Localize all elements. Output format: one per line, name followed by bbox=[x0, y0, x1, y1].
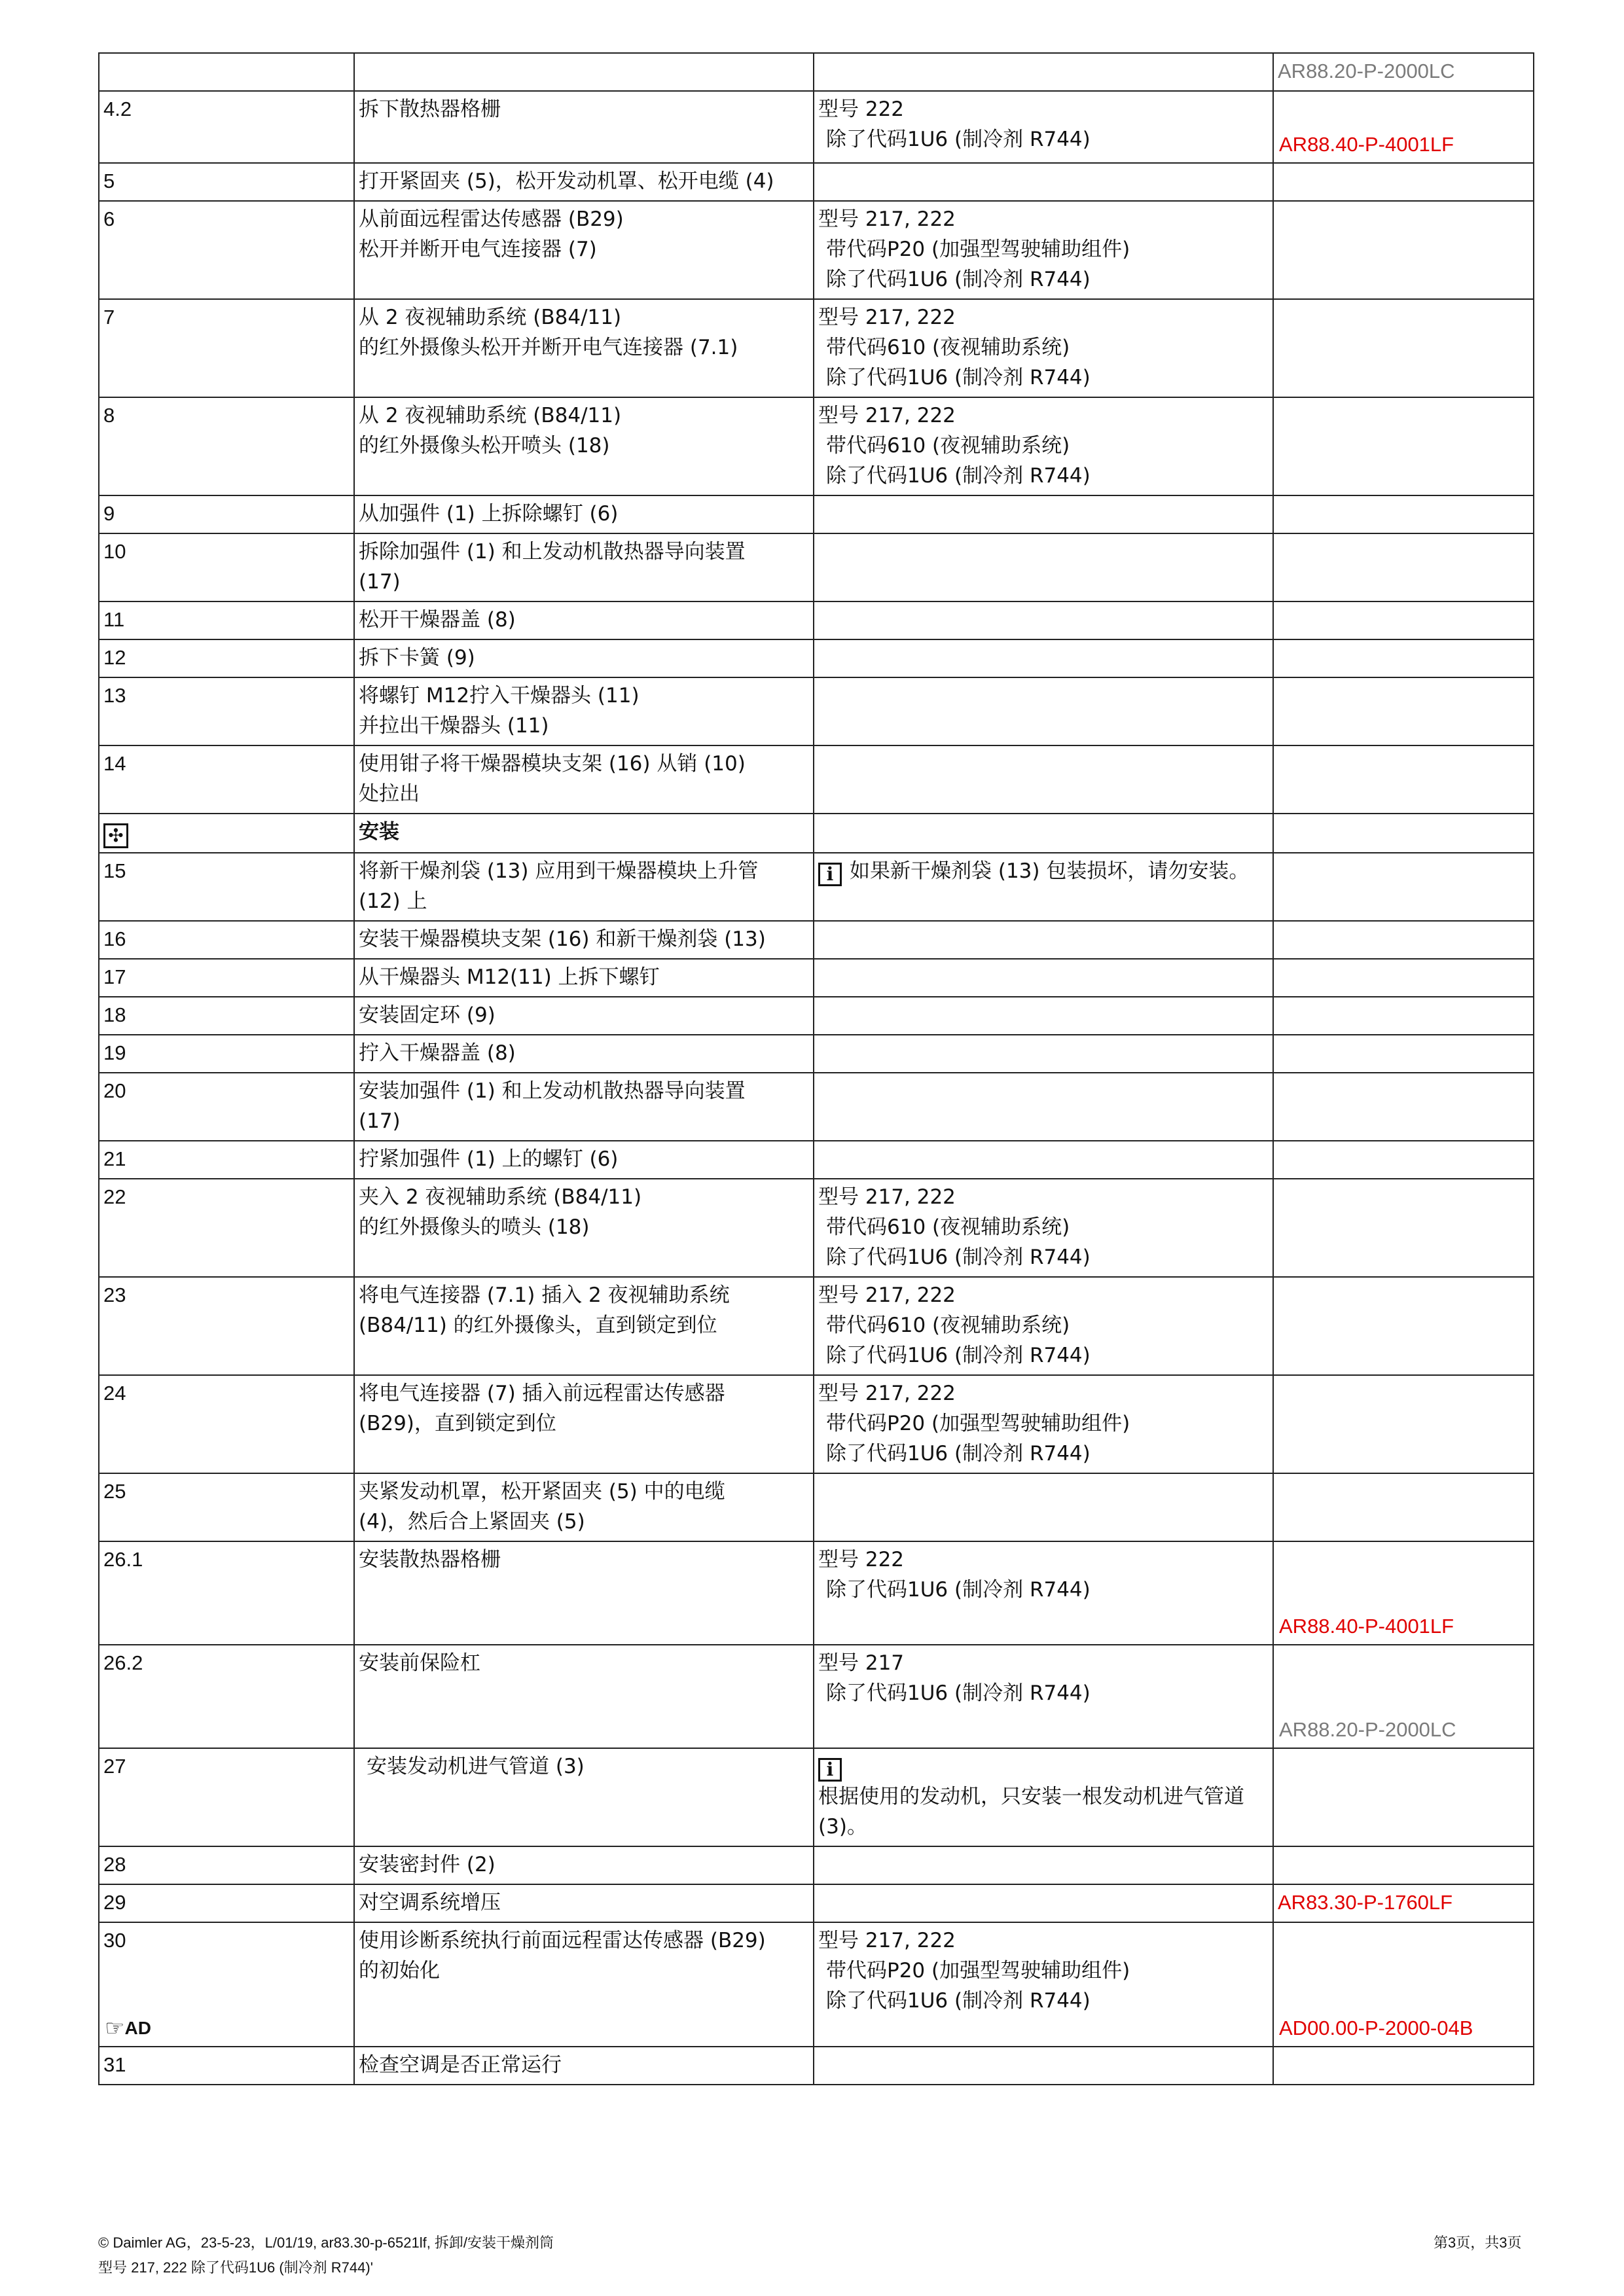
step-number-cell bbox=[99, 997, 354, 1035]
reference-cell bbox=[1273, 201, 1534, 299]
text-line: 安装加强件 (1) 和上发动机散热器导向装置 bbox=[359, 1079, 746, 1103]
text-line: 除了代码1U6 (制冷剂 R744) bbox=[826, 1246, 1091, 1269]
condition-cell bbox=[814, 397, 1273, 495]
table-row bbox=[99, 163, 1534, 201]
table-row bbox=[99, 1073, 1534, 1141]
condition-cell bbox=[814, 1473, 1273, 1541]
reference-cell bbox=[1273, 601, 1534, 639]
text-line: 除了代码1U6 (制冷剂 R744) bbox=[826, 1344, 1091, 1367]
table-row bbox=[99, 959, 1534, 997]
pointing-hand-icon: ☞ bbox=[105, 2016, 125, 2041]
text-line: 处拉出 bbox=[359, 782, 420, 806]
step-description-cell bbox=[354, 201, 814, 299]
table-row bbox=[99, 997, 1534, 1035]
table-row bbox=[99, 677, 1534, 745]
text-line: 安装固定环 (9) bbox=[359, 1003, 496, 1027]
text-line: 使用诊断系统执行前面远程雷达传感器 (B29) bbox=[359, 1929, 766, 1952]
text-line: 带代码P20 (加强型驾驶辅助组件) bbox=[826, 238, 1130, 261]
table-row bbox=[99, 1277, 1534, 1375]
text-line: 带代码610 (夜视辅助系统) bbox=[826, 434, 1070, 457]
text-line: 型号 217 bbox=[818, 1651, 905, 1675]
step-number: 7 bbox=[103, 306, 115, 329]
step-number-cell bbox=[99, 397, 354, 495]
reference-cell bbox=[1273, 639, 1534, 677]
note-text: 根据使用的发动机，只安装一根发动机进气管道 (3)。 bbox=[818, 1785, 1244, 1839]
text-line: 的红外摄像头的喷头 (18) bbox=[359, 1215, 590, 1239]
step-number-cell bbox=[99, 1645, 354, 1748]
step-description-cell bbox=[354, 299, 814, 397]
text-line: 安装散热器格栅 bbox=[359, 1548, 501, 1571]
reference-link[interactable]: AR88.40-P-4001LF bbox=[1279, 1615, 1454, 1638]
reference-cell bbox=[1273, 1179, 1534, 1277]
table-row bbox=[99, 1035, 1534, 1073]
condition-cell bbox=[814, 601, 1273, 639]
text-line: 将电气连接器 (7.1) 插入 2 夜视辅助系统 bbox=[359, 1283, 730, 1307]
condition-cell bbox=[814, 1035, 1273, 1073]
text-line: 将电气连接器 (7) 插入前远程雷达传感器 bbox=[359, 1382, 725, 1405]
condition-cell bbox=[814, 639, 1273, 677]
step-description-cell bbox=[354, 1375, 814, 1473]
step-number-cell bbox=[99, 201, 354, 299]
text-line: 对空调系统增压 bbox=[359, 1891, 501, 1914]
reference-cell bbox=[1273, 397, 1534, 495]
text-line: 打开紧固夹 (5)，松开发动机罩、松开电缆 (4) bbox=[359, 170, 774, 193]
table-row bbox=[99, 1375, 1534, 1473]
text-line: 拆下散热器格栅 bbox=[359, 98, 501, 121]
step-description-cell bbox=[354, 745, 814, 814]
table-row bbox=[99, 397, 1534, 495]
text-line: 从前面远程雷达传感器 (B29) bbox=[359, 207, 624, 231]
table-row bbox=[99, 1748, 1534, 1846]
table-row bbox=[99, 1541, 1534, 1645]
reference-cell bbox=[1273, 1375, 1534, 1473]
step-number-cell bbox=[99, 1035, 354, 1073]
text-line: 除了代码1U6 (制冷剂 R744) bbox=[826, 268, 1091, 291]
text-line: 型号 217, 222 bbox=[818, 1929, 956, 1952]
text-line: 除了代码1U6 (制冷剂 R744) bbox=[826, 464, 1091, 488]
text-line: (B84/11) 的红外摄像头，直到锁定到位 bbox=[359, 1314, 717, 1337]
text-line: 拧紧加强件 (1) 上的螺钉 (6) bbox=[359, 1147, 619, 1171]
step-number: 6 bbox=[103, 207, 115, 230]
step-description-cell bbox=[354, 601, 814, 639]
text-line: (17) bbox=[359, 1109, 401, 1133]
condition-cell bbox=[814, 1073, 1273, 1141]
table-row bbox=[99, 2047, 1534, 2085]
text-line: 带代码610 (夜视辅助系统) bbox=[826, 1215, 1070, 1239]
text-line: 型号 217, 222 bbox=[818, 1382, 956, 1405]
reference-cell bbox=[1273, 1035, 1534, 1073]
text-line: 型号 217, 222 bbox=[818, 404, 956, 427]
step-description-cell bbox=[354, 677, 814, 745]
condition-cell bbox=[814, 1277, 1273, 1375]
text-line: 型号 222 bbox=[818, 98, 905, 121]
step-number: 31 bbox=[103, 2053, 126, 2076]
info-icon: i bbox=[818, 863, 842, 886]
step-number: 10 bbox=[103, 540, 126, 563]
step-description-cell bbox=[354, 1541, 814, 1645]
step-description-cell bbox=[354, 639, 814, 677]
condition-cell bbox=[814, 201, 1273, 299]
step-number: 5 bbox=[103, 170, 115, 192]
step-number-cell bbox=[99, 677, 354, 745]
step-number-cell bbox=[99, 91, 354, 163]
step-number: 19 bbox=[103, 1041, 126, 1064]
step-description-cell bbox=[354, 1645, 814, 1748]
reference-link[interactable]: AD00.00-P-2000-04B bbox=[1279, 2017, 1473, 2039]
table-row bbox=[99, 1922, 1534, 2047]
condition-cell bbox=[814, 1645, 1273, 1748]
text-line: 除了代码1U6 (制冷剂 R744) bbox=[826, 1578, 1091, 1602]
step-description-cell bbox=[354, 959, 814, 997]
reference-cell bbox=[1273, 677, 1534, 745]
step-number-cell bbox=[99, 959, 354, 997]
reference-cell bbox=[1273, 959, 1534, 997]
condition-cell bbox=[814, 1375, 1273, 1473]
table-row bbox=[99, 745, 1534, 814]
step-number-cell bbox=[99, 1073, 354, 1141]
text-line: 安装干燥器模块支架 (16) 和新干燥剂袋 (13) bbox=[359, 927, 766, 951]
text-line: 型号 217, 222 bbox=[818, 1283, 956, 1307]
step-number-cell bbox=[99, 1277, 354, 1375]
step-description-cell bbox=[354, 1179, 814, 1277]
table-row bbox=[99, 53, 1534, 91]
text-line: 夹入 2 夜视辅助系统 (B84/11) bbox=[359, 1185, 642, 1209]
reference-link[interactable]: AR88.40-P-4001LF bbox=[1279, 133, 1454, 156]
step-description-cell bbox=[354, 397, 814, 495]
step-number: 29 bbox=[103, 1891, 126, 1914]
step-number: 20 bbox=[103, 1079, 126, 1102]
table-row bbox=[99, 91, 1534, 163]
reference-cell bbox=[1273, 1473, 1534, 1541]
step-number-cell bbox=[99, 639, 354, 677]
step-description-cell bbox=[354, 921, 814, 959]
step-number: 27 bbox=[103, 1755, 126, 1778]
text-line: 夹紧发动机罩，松开紧固夹 (5) 中的电缆 bbox=[359, 1480, 725, 1503]
step-number: 11 bbox=[103, 608, 125, 631]
table-row bbox=[99, 921, 1534, 959]
reference-cell bbox=[1273, 1277, 1534, 1375]
step-number-cell bbox=[99, 533, 354, 601]
text-line: 除了代码1U6 (制冷剂 R744) bbox=[826, 1681, 1091, 1705]
text-line: 除了代码1U6 (制冷剂 R744) bbox=[826, 128, 1091, 151]
table-row bbox=[99, 1645, 1534, 1748]
step-number: 16 bbox=[103, 927, 126, 950]
text-line: 拧入干燥器盖 (8) bbox=[359, 1041, 516, 1065]
step-number: 23 bbox=[103, 1283, 126, 1306]
step-description-cell bbox=[354, 997, 814, 1035]
step-number-cell bbox=[99, 745, 354, 814]
step-number-cell bbox=[99, 1141, 354, 1179]
step-number-cell bbox=[99, 921, 354, 959]
step-number: 26.1 bbox=[103, 1548, 143, 1571]
condition-cell bbox=[814, 495, 1273, 533]
step-number: 15 bbox=[103, 859, 126, 882]
text-line: (12) 上 bbox=[359, 889, 427, 913]
step-number-cell bbox=[99, 1375, 354, 1473]
text-line: 从干燥器头 M12(11) 上拆下螺钉 bbox=[359, 965, 660, 989]
table-row bbox=[99, 601, 1534, 639]
text-line: 从 2 夜视辅助系统 (B84/11) bbox=[359, 306, 622, 329]
step-description-cell bbox=[354, 1277, 814, 1375]
text-line: 除了代码1U6 (制冷剂 R744) bbox=[826, 1442, 1091, 1465]
step-number: 14 bbox=[103, 752, 126, 775]
step-number-cell bbox=[99, 1179, 354, 1277]
info-icon: i bbox=[818, 1758, 842, 1782]
table-row bbox=[99, 853, 1534, 921]
step-description-cell bbox=[354, 163, 814, 201]
reference-cell bbox=[1273, 163, 1534, 201]
reference-cell bbox=[1273, 1073, 1534, 1141]
text-line: 拆除加强件 (1) 和上发动机散热器导向装置 bbox=[359, 540, 746, 564]
step-number: 30 bbox=[103, 1929, 126, 1952]
footer-page-number: 第3页，共3页 bbox=[1434, 2234, 1522, 2251]
step-description-cell bbox=[354, 495, 814, 533]
footer-left-line2: 型号 217, 222 除了代码1U6 (制冷剂 R744)' bbox=[98, 2259, 373, 2276]
text-line: 安装发动机进气管道 (3) bbox=[367, 1755, 585, 1778]
condition-cell bbox=[814, 921, 1273, 959]
reference-cell bbox=[1273, 745, 1534, 814]
text-line: 松开干燥器盖 (8) bbox=[359, 608, 516, 632]
condition-cell bbox=[814, 1541, 1273, 1645]
step-number-cell bbox=[99, 163, 354, 201]
condition-cell bbox=[814, 299, 1273, 397]
ad-marker-label: AD bbox=[124, 2018, 151, 2038]
step-number-cell bbox=[99, 601, 354, 639]
text-line: 带代码610 (夜视辅助系统) bbox=[826, 1314, 1070, 1337]
step-number: 26.2 bbox=[103, 1651, 143, 1674]
section-title: 安装 bbox=[359, 820, 399, 844]
condition-cell bbox=[814, 163, 1273, 201]
reference-cell bbox=[1273, 997, 1534, 1035]
reference-cell bbox=[1273, 921, 1534, 959]
table-row bbox=[99, 1884, 1534, 1922]
text-line: 将新干燥剂袋 (13) 应用到干燥器模块上升管 bbox=[359, 859, 759, 883]
reference-link[interactable]: AR83.30-P-1760LF bbox=[1278, 1891, 1453, 1914]
step-number-cell bbox=[99, 299, 354, 397]
condition-cell bbox=[814, 1141, 1273, 1179]
step-number-cell bbox=[99, 495, 354, 533]
text-line: 带代码P20 (加强型驾驶辅助组件) bbox=[826, 1412, 1130, 1435]
table-row bbox=[99, 495, 1534, 533]
install-section-header bbox=[99, 814, 1534, 853]
text-line: 将螺钉 M12拧入干燥器头 (11) bbox=[359, 684, 640, 708]
step-description-cell bbox=[354, 1473, 814, 1541]
step-number: 22 bbox=[103, 1185, 126, 1208]
reference-cell bbox=[1273, 495, 1534, 533]
condition-cell bbox=[814, 91, 1273, 163]
table-row bbox=[99, 1179, 1534, 1277]
reference-cell bbox=[1273, 299, 1534, 397]
step-description-cell bbox=[354, 1035, 814, 1073]
icon-line bbox=[818, 1751, 1269, 1782]
text-line: 型号 217, 222 bbox=[818, 1185, 956, 1209]
step-number: 17 bbox=[103, 965, 126, 988]
text-line: 除了代码1U6 (制冷剂 R744) bbox=[826, 1989, 1091, 2013]
text-line: 型号 217, 222 bbox=[818, 306, 956, 329]
footer-left-line1: © Daimler AG，23-5-23，L/01/19, ar83.30-p-6521lf, 拆卸/安装干燥剂筒 bbox=[98, 2234, 554, 2251]
step-number: 12 bbox=[103, 646, 126, 669]
text-line: (4)，然后合上紧固夹 (5) bbox=[359, 1510, 585, 1534]
step-number: 28 bbox=[103, 1853, 126, 1876]
ad-marker bbox=[105, 2013, 151, 2043]
table-row bbox=[99, 1473, 1534, 1541]
text-line: 型号 217, 222 bbox=[818, 207, 956, 231]
step-number: 13 bbox=[103, 684, 126, 707]
table-row bbox=[99, 201, 1534, 299]
step-number: 18 bbox=[103, 1003, 126, 1026]
reference-cell bbox=[1273, 853, 1534, 921]
step-description-cell bbox=[354, 91, 814, 163]
reference-cell bbox=[1273, 91, 1534, 163]
table-row bbox=[99, 533, 1534, 601]
table-row bbox=[99, 1141, 1534, 1179]
text-line: 的红外摄像头松开喷头 (18) bbox=[359, 434, 610, 457]
table-row bbox=[99, 639, 1534, 677]
table-row bbox=[99, 299, 1534, 397]
condition-cell bbox=[814, 745, 1273, 814]
reference-cell bbox=[1273, 1141, 1534, 1179]
step-number: 21 bbox=[103, 1147, 126, 1170]
text-line: (B29)，直到锁定到位 bbox=[359, 1412, 556, 1435]
condition-cell bbox=[814, 997, 1273, 1035]
reference-cell bbox=[1273, 1541, 1534, 1645]
note-text: 如果新干燥剂袋 (13) 包装损坏，请勿安装。 bbox=[850, 859, 1250, 883]
step-description-cell bbox=[354, 1073, 814, 1141]
step-number: 25 bbox=[103, 1480, 126, 1503]
step-number: 24 bbox=[103, 1382, 126, 1405]
step-description-cell bbox=[354, 1141, 814, 1179]
condition-cell bbox=[814, 959, 1273, 997]
text-line: (17) bbox=[359, 570, 401, 594]
condition-cell bbox=[814, 853, 1273, 921]
text-line: 安装密封件 (2) bbox=[359, 1853, 496, 1876]
text-line: 松开并断开电气连接器 (7) bbox=[359, 238, 597, 261]
text-line: 带代码P20 (加强型驾驶辅助组件) bbox=[826, 1959, 1130, 1982]
text-line: 型号 222 bbox=[818, 1548, 905, 1571]
condition-cell bbox=[814, 533, 1273, 601]
text-line: 检查空调是否正常运行 bbox=[359, 2053, 562, 2077]
step-number-cell bbox=[99, 1541, 354, 1645]
step-number: 8 bbox=[103, 404, 115, 427]
step-description-cell bbox=[354, 533, 814, 601]
reference-link[interactable]: AR88.20-P-2000LC bbox=[1278, 60, 1455, 82]
text-line: 除了代码1U6 (制冷剂 R744) bbox=[826, 366, 1091, 389]
text-line: 使用钳子将干燥器模块支架 (16) 从销 (10) bbox=[359, 752, 746, 776]
text-line: 从 2 夜视辅助系统 (B84/11) bbox=[359, 404, 622, 427]
table-row bbox=[99, 1846, 1534, 1884]
note-line bbox=[818, 856, 1269, 886]
reference-link[interactable]: AR88.20-P-2000LC bbox=[1279, 1718, 1456, 1741]
text-line: 的初始化 bbox=[359, 1959, 440, 1982]
step-number: 9 bbox=[103, 502, 115, 525]
text-line: 的红外摄像头松开并断开电气连接器 (7.1) bbox=[359, 336, 738, 359]
step-description-cell bbox=[354, 853, 814, 921]
step-number-cell bbox=[99, 1473, 354, 1541]
reference-cell bbox=[1273, 533, 1534, 601]
text-line: 带代码610 (夜视辅助系统) bbox=[826, 336, 1070, 359]
text-line: 并拉出干燥器头 (11) bbox=[359, 714, 549, 738]
text-line: 安装前保险杠 bbox=[359, 1651, 480, 1675]
condition-cell bbox=[814, 1179, 1273, 1277]
reference-cell bbox=[1273, 1645, 1534, 1748]
step-number: 4.2 bbox=[103, 98, 132, 120]
step-number-cell bbox=[99, 853, 354, 921]
procedure-table bbox=[98, 52, 1534, 2085]
text-line: 拆下卡簧 (9) bbox=[359, 646, 475, 670]
install-icon: ✣ bbox=[103, 823, 128, 848]
condition-cell bbox=[814, 677, 1273, 745]
text-line: 从加强件 (1) 上拆除螺钉 (6) bbox=[359, 502, 619, 526]
